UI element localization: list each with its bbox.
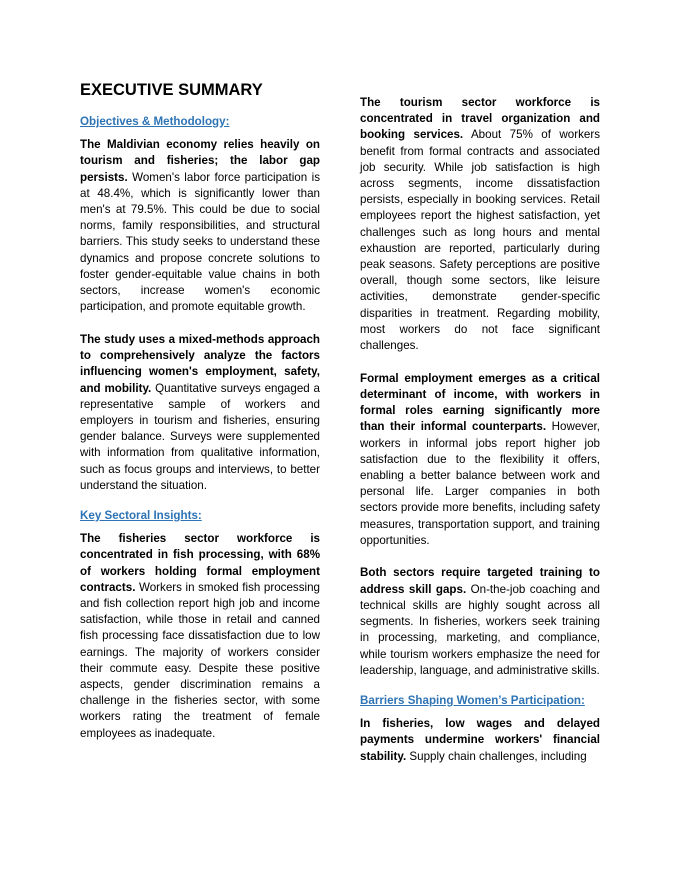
- paragraph-training: [360, 565, 600, 678]
- paragraph-body: Workers in smoked fish processing and fish collection report high job and income satisfaction, while those in retail and canned fish processing face dissatisfaction due to low earnings. The majority of workers consider their commute easy. Despite these positive aspects, gender discrimination remains a challenge in the fisheries sector, with some workers rating the treatment of female employees as inadequate.: [80, 580, 320, 740]
- paragraph-body: On-the-job coaching and technical skills are highly sought across all segments. In fisheries, workers seek training in processing, marketing, and compliance, while tourism workers emphasize the need for leadership, language, and administrative skills.: [360, 582, 600, 677]
- paragraph-lead: The tourism sector workforce is concentrated in travel organization and booking services.: [360, 96, 600, 142]
- paragraph-lead: The Maldivian economy relies heavily on tourism and fisheries; the labor gap persists.: [80, 138, 320, 184]
- paragraph-body: Supply chain challenges, including: [406, 749, 587, 763]
- section-heading-insights: Key Sectoral Insights:: [80, 508, 202, 522]
- paragraph-fisheries: [80, 531, 320, 742]
- paragraph-lead: In fisheries, low wages and delayed payments undermine workers' financial stability.: [360, 717, 600, 763]
- paragraph-tourism: [360, 95, 600, 354]
- paragraph-formal-employment: [360, 371, 600, 549]
- paragraph-lead: The fisheries sector workforce is concentrated in fish processing, with 68% of workers holding formal employment contracts.: [80, 532, 320, 594]
- paragraph-body: About 75% of workers benefit from formal contracts and associated job security. While job satisfaction is high across segments, income dissatisfaction persists, especially in booking services. Retail employees report the highest satisfaction, yet challenges such as long hours and mental exhaustion are reported, particularly during peak seasons. Safety perceptions are positive overall, though some sectors, like leisure activities, demonstrate gender-specific disparities in treatment. Regarding mobility, most workers do not face significant challenges.: [360, 128, 600, 353]
- left-column: [80, 80, 320, 758]
- paragraph-lead: Formal employment emerges as a critical determinant of income, with workers in formal roles earning significantly more than their informal counterparts.: [360, 371, 600, 434]
- paragraph-body: Quantitative surveys engaged a representative sample of workers and employers in tourism and fisheries, ensuring gender balance. Surveys were supplemented with information from qualitative information, such as focus groups and interviews, to better understand the situation.: [80, 381, 321, 492]
- paragraph-barriers: [360, 716, 600, 765]
- paragraph-body: Women's labor force participation is at 48.4%, which is significantly lower than men's at 79.5%. This could be due to social norms, family responsibilities, and structural barriers. This study seeks to understand these dynamics and propose concrete solutions to foster gender-equitable value chains in both sectors, increase women's economic participation, and promote equitable growth.: [80, 170, 320, 314]
- right-column: [360, 95, 600, 781]
- section-heading-barriers: Barriers Shaping Women’s Participation:: [360, 693, 585, 707]
- page-title: EXECUTIVE SUMMARY: [80, 81, 263, 99]
- paragraph-lead: The study uses a mixed-methods approach to comprehensively analyze the factors influencing women's employment, safety, and mobility.: [80, 332, 320, 395]
- paragraph-methodology: [80, 332, 320, 494]
- paragraph-body: However, workers in informal jobs report higher job satisfaction due to the flexibility it offers, enabling a better balance between work and personal life. Larger companies in both sectors provide more benefits, including safety measures, transportation support, and training opportunities.: [360, 420, 600, 547]
- paragraph-economy: [80, 137, 320, 315]
- section-heading-objectives: Objectives & Methodology:: [80, 115, 230, 128]
- paragraph-lead: Both sectors require targeted training to address skill gaps.: [360, 566, 600, 596]
